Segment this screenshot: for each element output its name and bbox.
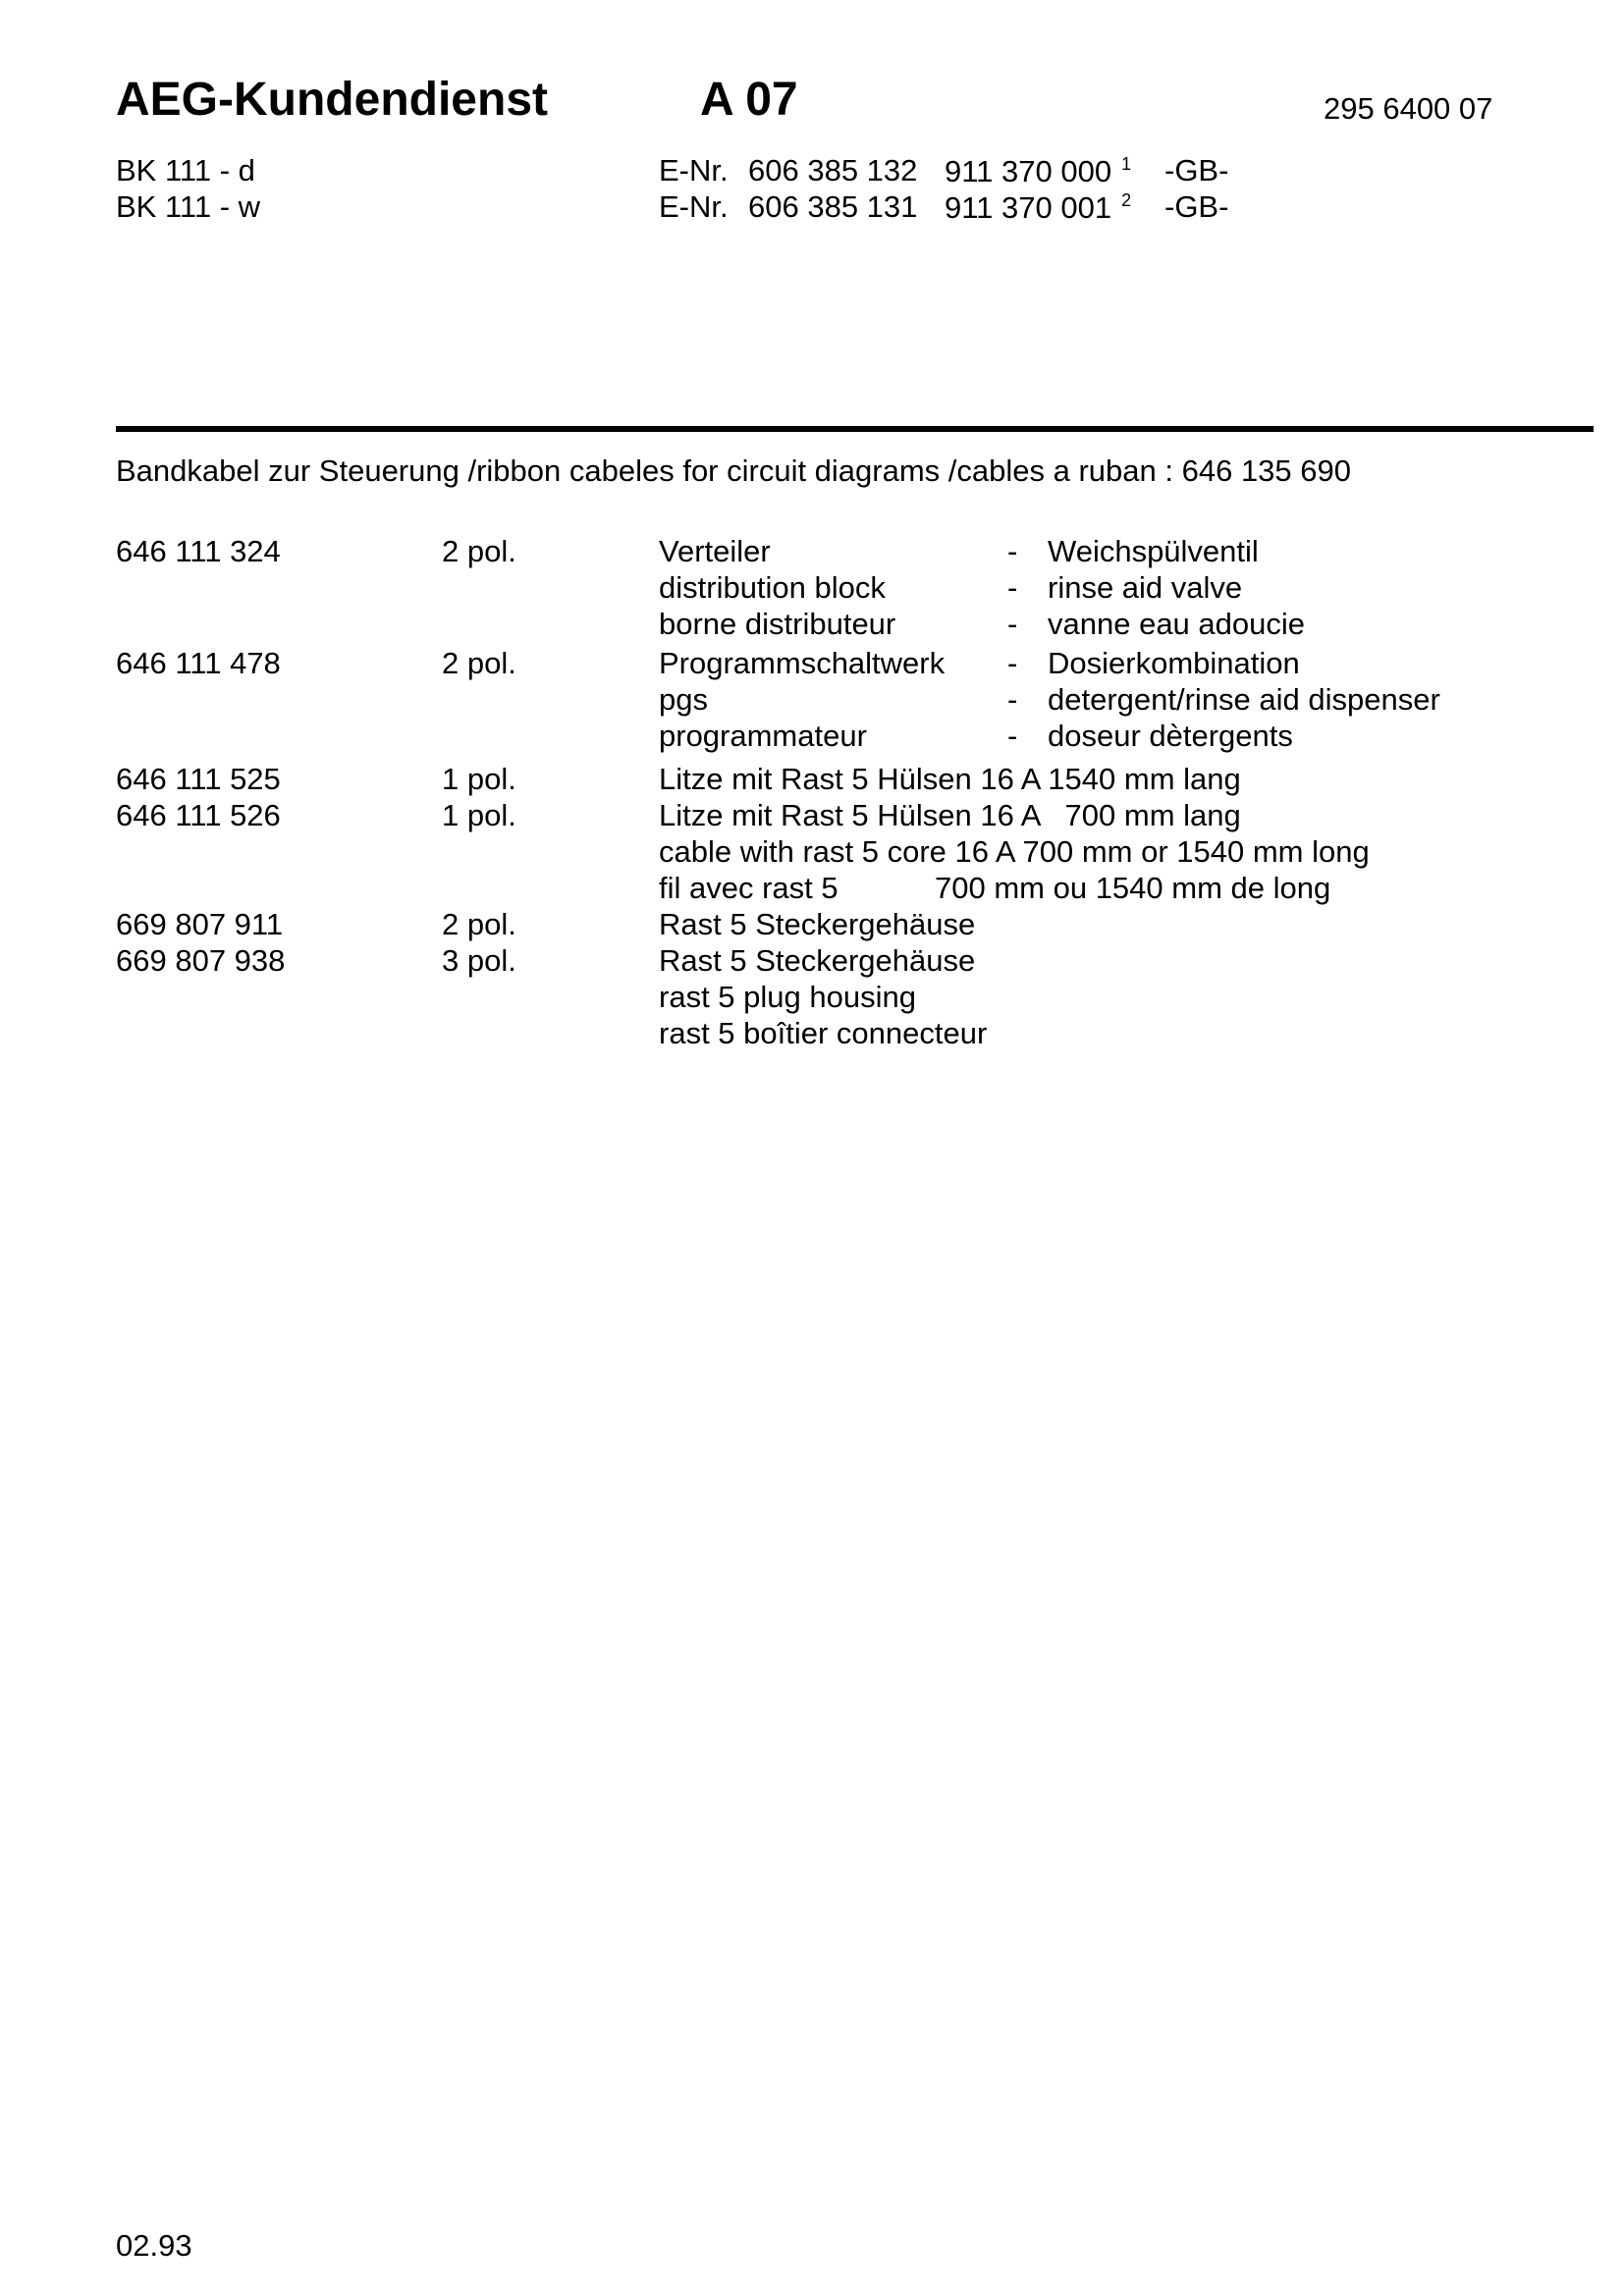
part-description: cable with rast 5 core 16 A 700 mm or 1540 mm long	[659, 834, 1370, 869]
model-code	[945, 155, 1131, 187]
part-poles: 2 pol.	[442, 907, 516, 941]
brand-title: AEG-Kundendienst	[116, 74, 548, 126]
part-number: 646 111 525	[116, 762, 281, 796]
model-region: -GB-	[1164, 189, 1229, 224]
model-enr: 606 385 131	[748, 189, 918, 224]
model-footnote: 2	[1121, 190, 1132, 210]
part-poles: 2 pol.	[442, 534, 516, 568]
part-from: distribution block	[659, 570, 886, 605]
model-code-value: 911 370 001	[945, 190, 1112, 225]
part-to: doseur dètergents	[1048, 719, 1293, 753]
part-poles: 1 pol.	[442, 798, 516, 832]
part-dash: -	[1007, 607, 1018, 641]
part-number: 646 111 324	[116, 534, 281, 568]
part-from: Verteiler	[659, 534, 771, 568]
model-enr-label: E-Nr.	[659, 153, 729, 187]
part-poles: 3 pol.	[442, 943, 516, 978]
part-dash: -	[1007, 719, 1018, 753]
part-number: 669 807 911	[116, 907, 284, 941]
section-code: A 07	[700, 74, 798, 126]
model-footnote: 1	[1121, 154, 1132, 174]
part-description: fil avec rast 5	[659, 871, 839, 905]
issue-date: 02.93	[116, 2228, 192, 2263]
part-dash: -	[1007, 646, 1018, 680]
part-number: 669 807 938	[116, 943, 286, 978]
section-divider	[116, 426, 1594, 432]
part-from: borne distributeur	[659, 607, 896, 641]
ribbon-cable-intro: Bandkabel zur Steuerung /ribbon cabeles for circuit diagrams /cables a ruban : 646 135 690	[116, 454, 1351, 488]
model-enr: 606 385 132	[748, 153, 918, 187]
part-from: Programmschaltwerk	[659, 646, 946, 680]
part-number: 646 111 526	[116, 798, 281, 832]
part-to: rinse aid valve	[1048, 570, 1243, 605]
part-to: detergent/rinse aid dispenser	[1048, 682, 1440, 717]
part-description: Rast 5 Steckergehäuse	[659, 943, 976, 978]
document-number: 295 6400 07	[1324, 91, 1493, 126]
model-code	[945, 191, 1131, 223]
part-description: Litze mit Rast 5 Hülsen 16 A 700 mm lang	[659, 798, 1241, 832]
part-poles: 1 pol.	[442, 762, 516, 796]
part-description: rast 5 plug housing	[659, 980, 916, 1014]
part-description: Litze mit Rast 5 Hülsen 16 A 1540 mm lang	[659, 762, 1241, 796]
model-name: BK 111 - w	[116, 189, 261, 224]
model-code-value: 911 370 000	[945, 154, 1112, 188]
part-to: vanne eau adoucie	[1048, 607, 1306, 641]
part-poles: 2 pol.	[442, 646, 516, 680]
part-description: Rast 5 Steckergehäuse	[659, 907, 976, 941]
part-to: Weichspülventil	[1048, 534, 1259, 568]
model-region: -GB-	[1164, 153, 1229, 187]
part-dash: -	[1007, 682, 1018, 717]
model-name: BK 111 - d	[116, 153, 255, 187]
part-number: 646 111 478	[116, 646, 281, 680]
part-description-length: 700 mm ou 1540 mm de long	[935, 871, 1331, 905]
part-from: pgs	[659, 682, 708, 717]
model-enr-label: E-Nr.	[659, 189, 729, 224]
part-dash: -	[1007, 570, 1018, 605]
part-from: programmateur	[659, 719, 867, 753]
part-dash: -	[1007, 534, 1018, 568]
part-description: rast 5 boîtier connecteur	[659, 1016, 988, 1050]
part-to: Dosierkombination	[1048, 646, 1300, 680]
